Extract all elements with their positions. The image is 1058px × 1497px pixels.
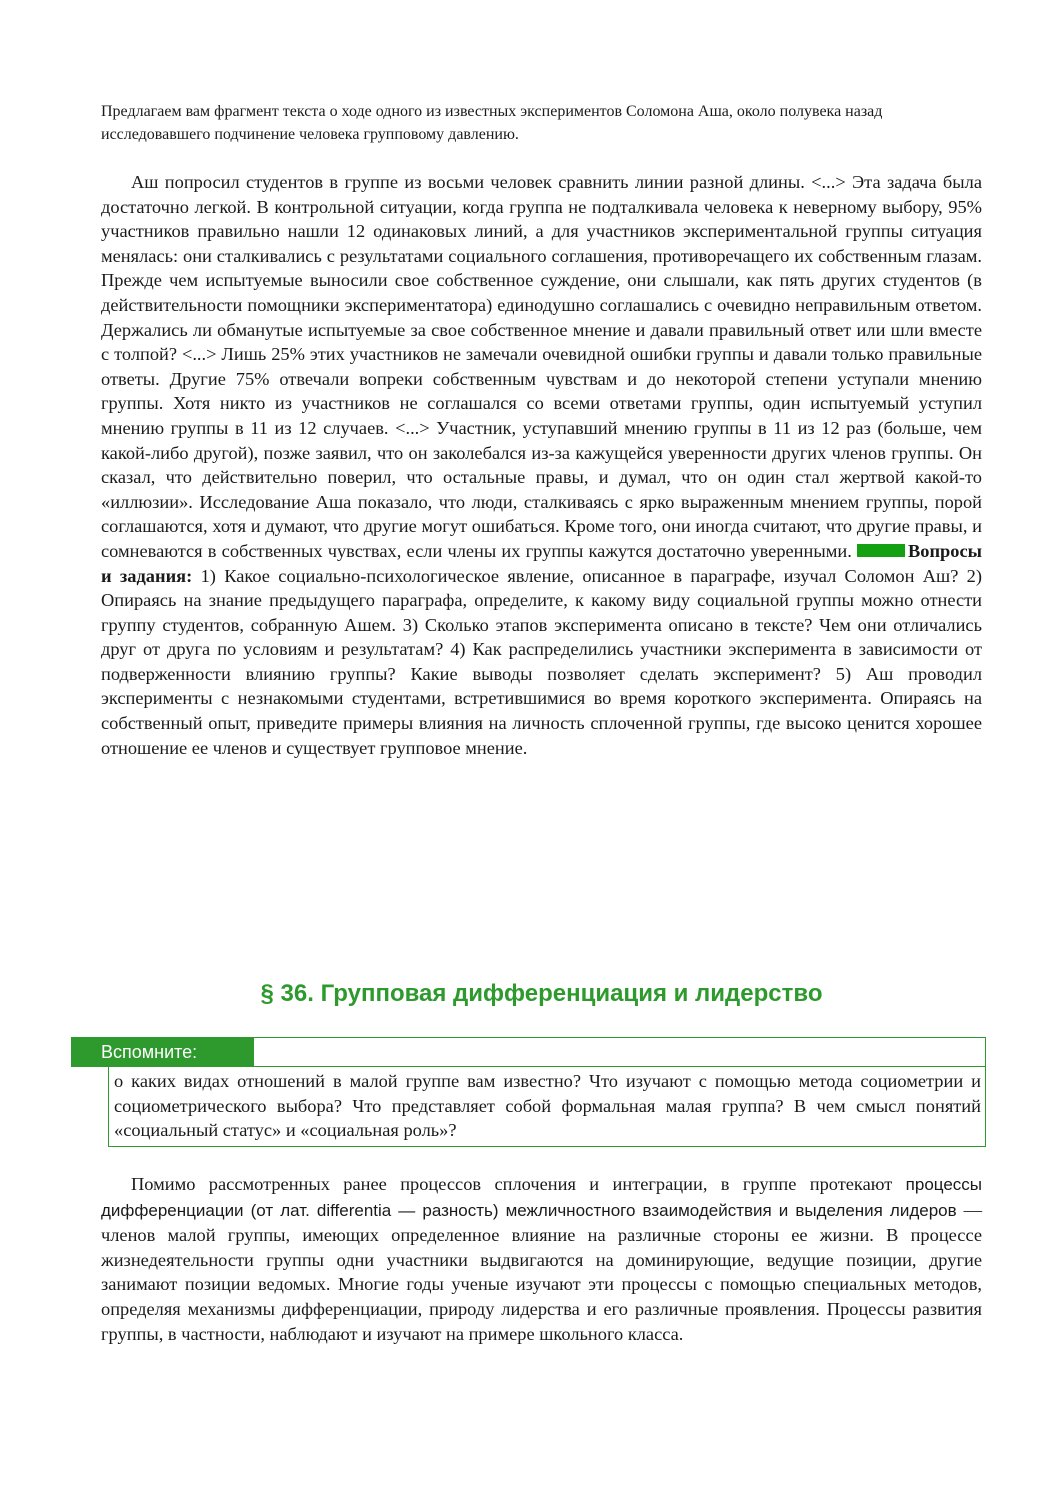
intro-paragraph: Предлагаем вам фрагмент текста о ходе одного из известных экспериментов Соломона Аша, около полувека назад исследовавшего подчинение человека групповому давлению. [101, 103, 883, 143]
experiment-excerpt [101, 170, 982, 760]
excerpt-text: Аш попросил студентов в группе из восьми человек сравнить линии разной длины. <...> Эта задача была достаточно легкой. В контрольной ситуации, когда группа не подталкивала человека к неверному выбору, 95% участников правильно нашли 12 одинаковых линий, а для участников экспериментальной группы ситуация менялась: они сталкивались с результатами социального соглашения, противоречащего их собственным глазам. Прежде чем испытуемые выносили свое собственное суждение, они слышали, как пять других студентов (в действительности помощники экспериментатора) единодушно соглашались с очевидно неправильным ответом. Держались ли обманутые испытуемые за свое собственное мнение и давали правильный ответ или шли вместе с толпой? <...> Лишь 25% этих участников не замечали очевидной ошибки группы и давали только правильные ответы. Другие 75% отвечали вопреки собственным чувствам и до некоторой степени уступали мнению группы. Хотя никто из участников не соглашался со всеми ответами группы, один испытуемый уступил мнению группы в 11 из 12 случаев. <...> Участник, уступавший мнению группы в 11 из 12 раз (больше, чем какой-либо другой), позже заявил, что он заколебался из-за кажущейся уверенности других членов группы. Он сказал, что действительно поверил, что остальные правы, и думал, что он один стал жертвой какой-то «иллюзии». Исследование Аша показало, что люди, сталкиваясь с ярко выраженным мнением группы, порой соглашаются, хотя и думают, что другие могут ошибаться. Кроме того, они иногда считают, что другие правы, и сомневаются в собственных чувствах, если члены их группы кажутся достаточно уверенными. [101, 172, 982, 561]
section-title: § 36. Групповая дифференциация и лидерство [260, 980, 823, 1007]
key-term: процессы дифференциации (от лат. differentia — разность) межличностного взаимодействия и выделения лидеров [101, 1175, 982, 1220]
body-paragraph [101, 1172, 982, 1346]
remember-text: о каких видах отношений в малой группе вам известно? Что изучают с помощью метода социометрии и социометрического выбора? Что представляет собой формальная малая группа? В чем смысл понятий «социальный статус» и «социальная роль»? [114, 1071, 981, 1141]
body-text-end: — членов малой группы, имеющих определенное влияние на различные стороны ее жизни. В процессе жизнедеятельности группы одни участники выдвигаются на доминирующие, ведущие позиции, другие занимают позиции ведомых. Многие годы ученые изучают эти процессы с помощью специальных методов, определяя механизмы дифференциации, природу лидерства и его различные проявления. Процессы развития группы, в частности, наблюдают и изучают на примере школьного класса. [101, 1199, 982, 1344]
tasks-text: 1) Какое социально-психологическое явление, описанное в параграфе, изучал Соломон Аш? 2) Опираясь на знание предыдущего параграфа, определите, к какому виду социальной группы можно отнести группу студентов, собранную Ашем. 3) Сколько этапов эксперимента описано в тексте? Чем они отличались друг от друга по условиям и результатам? 4) Как распределились участники эксперимента в зависимости от подверженности влиянию группы? Какие выводы позволяет сделать эксперимент? 5) Аш проводил эксперименты с незнакомыми студентами, встретившимися во время короткого эксперимента. Опираясь на собственный опыт, приведите примеры влияния на личность сплоченной группы, где высоко ценится хорошее отношение ее членов и существует групповое мнение. [101, 565, 983, 758]
body-text-start: Помимо рассмотренных ранее процессов сплочения и интеграции, в группе протекают [131, 1174, 906, 1194]
remember-box [108, 1066, 986, 1147]
remember-label: Вспомните: [71, 1037, 254, 1067]
tasks-heading: Вопросы и задания: [101, 540, 982, 586]
remember-header-frame [253, 1037, 986, 1067]
tasks-marker [857, 544, 905, 557]
